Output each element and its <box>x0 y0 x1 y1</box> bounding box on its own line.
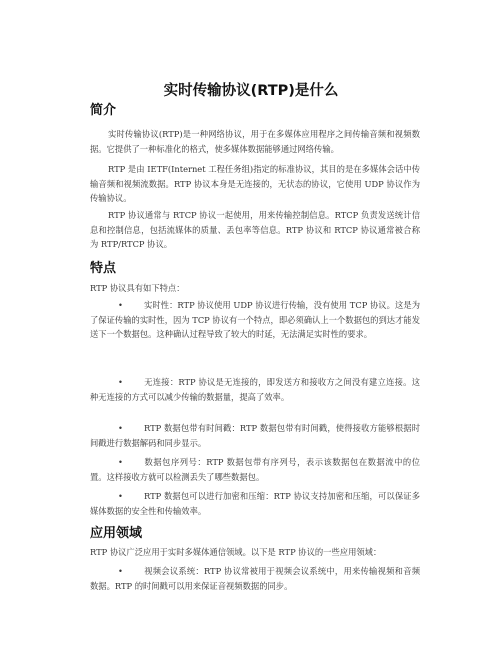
feature-list-item <box>90 375 420 404</box>
intro-paragraph: RTP 是由 IETF(Internet 工程任务组)指定的标准协议，其目的是在多媒体会话中传输音频和视频流数据。RTP 协议本身是无连接的，无状态的协议，它使用 UDP 协议作为传输协议。 <box>90 164 420 203</box>
feature-text: RTP 数据包可以进行加密和压缩：RTP 协议支持加密和压缩，可以保证多媒体数据的安全性和传输效率。 <box>90 491 420 516</box>
bullet-marker: • <box>118 377 123 387</box>
feature-text: 实时性：RTP 协议使用 UDP 协议进行传输，没有使用 TCP 协议。这是为了保证传输的实时性，因为 TCP 协议有一个特点，即必须确认上一个数据包的到达才能发送下一个数据包。这种确认过程导致了较大的时延，无法满足实时性的要求。 <box>90 300 420 339</box>
feature-list-item <box>90 489 420 518</box>
section-heading-features: 特点 <box>90 261 117 276</box>
intro-paragraph: RTP 协议通常与 RTCP 协议一起使用，用来传输控制信息。RTCP 负责发送统计信息和控制信息，包括流媒体的质量、丢包率等信息。RTP 协议和 RTCP 协议通常被合称为 RTP/RTCP 协议。 <box>90 210 420 249</box>
feature-list-item <box>90 455 420 484</box>
feature-list-item <box>90 298 420 342</box>
applications-lead: RTP 协议广泛应用于实时多媒体通信领域。以下是 RTP 协议的一些应用领域： <box>90 547 382 557</box>
bullet-marker: • <box>118 423 123 433</box>
section-heading-applications: 应用领域 <box>90 526 143 541</box>
bullet-marker: • <box>118 566 123 576</box>
intro-paragraph: 实时传输协议(RTP)是一种网络协议，用于在多媒体应用程序之间传输音频和视频数据。它提供了一种标准化的格式，使多媒体数据能够通过网络传输。 <box>90 129 420 154</box>
page-title: 实时传输协议(RTP)是什么 <box>163 83 339 99</box>
bullet-marker: • <box>118 491 123 501</box>
application-list-item <box>90 564 420 593</box>
feature-text: RTP 数据包带有时间戳：RTP 数据包带有时间戳，使得接收方能够根据时间戳进行数据解码和同步显示。 <box>90 423 420 448</box>
feature-text: 无连接：RTP 协议是无连接的，即发送方和接收方之间没有建立连接。这种无连接的方式可以减少传输的数据量，提高了效率。 <box>90 377 420 402</box>
feature-text: 数据包序列号：RTP 数据包带有序列号，表示该数据包在数据流中的位置。这样接收方就可以检测丢失了哪些数据包。 <box>90 457 420 482</box>
section-heading-intro: 简介 <box>90 103 117 118</box>
bullet-marker: • <box>118 457 123 467</box>
feature-list-item <box>90 421 420 450</box>
bullet-marker: • <box>118 300 123 310</box>
features-lead: RTP 协议具有如下特点： <box>90 283 185 293</box>
application-text: 视频会议系统：RTP 协议常被用于视频会议系统中，用来传输视频和音频数据。RTP 的时间戳可以用来保证音视频数据的同步。 <box>90 566 420 591</box>
